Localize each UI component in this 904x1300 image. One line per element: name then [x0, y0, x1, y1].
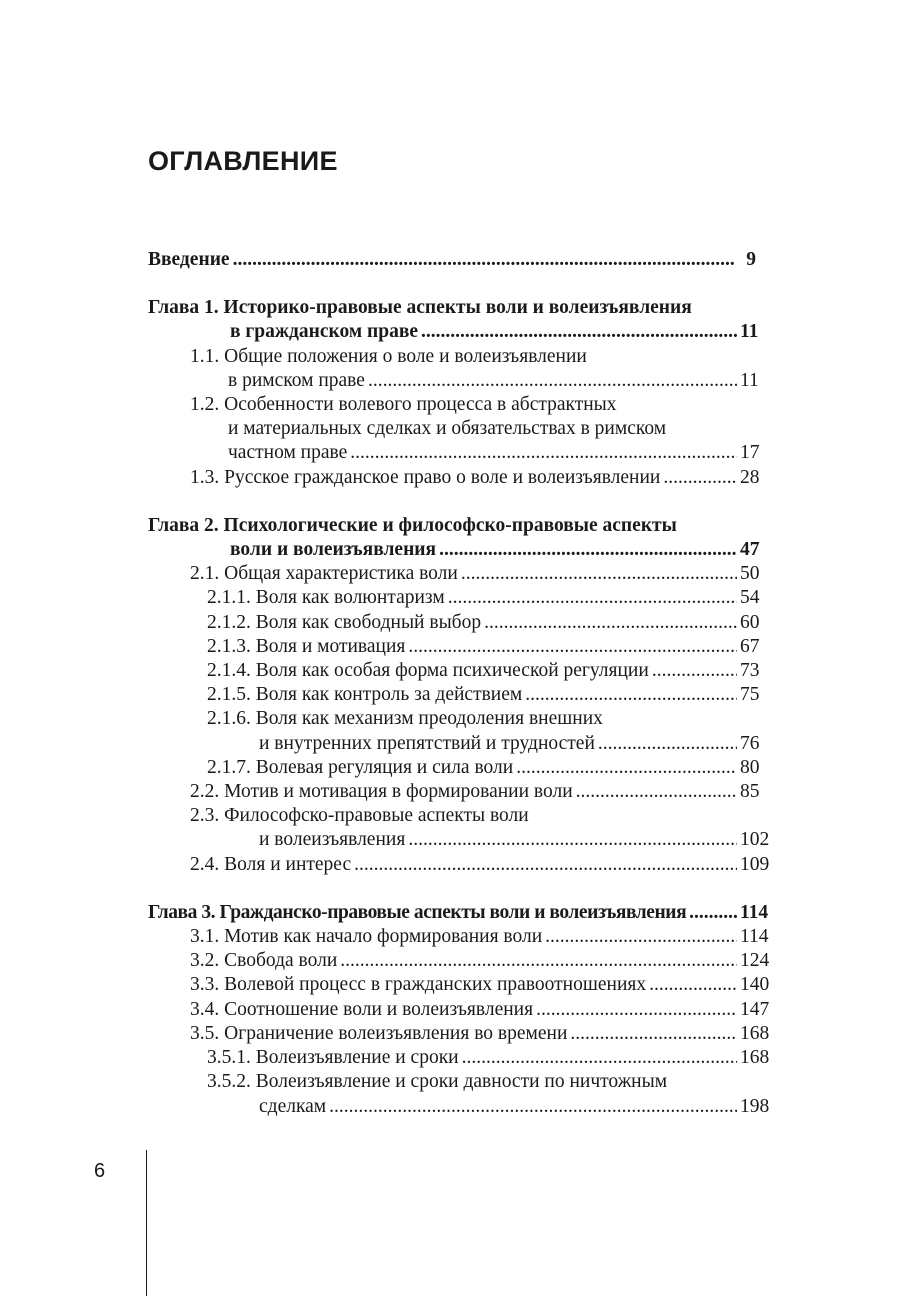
toc-entry-label: 3.5. Ограничение волеизъявления во времени: [190, 1022, 568, 1044]
leader-dots: [652, 659, 737, 683]
toc-entry-label: 2.1.7. Волевая регуляция и сила воли: [207, 756, 514, 778]
toc-section-3-1[interactable]: [148, 925, 769, 949]
toc-section-2-2[interactable]: [148, 780, 758, 804]
toc-section-2-1-2[interactable]: [148, 611, 758, 635]
toc-entry-label: воли и волеизъявления: [230, 539, 437, 561]
toc-entry-label: 2.1.3. Воля и мотивация: [207, 635, 406, 657]
toc-page-number: 28: [740, 466, 760, 488]
toc-entry-label: в римском праве: [228, 369, 365, 391]
toc-entry-label: 2.1.4. Воля как особая форма психической регуляции: [207, 660, 649, 682]
toc-page-number: 140: [740, 974, 770, 996]
toc-entry-label: 2.1.2. Воля как свободный выбор: [207, 611, 482, 633]
toc-entry-label: 1.3. Русское гражданское право о воле и волеизъявлении: [190, 466, 661, 488]
leader-dots: [421, 320, 737, 344]
toc-entry-label: 2.2. Мотив и мотивация в формировании воли: [190, 781, 573, 803]
toc-chapter-3[interactable]: [148, 901, 769, 925]
toc-entry-label: 3.2. Свобода воли: [190, 950, 338, 972]
toc-section-2-3[interactable]: [148, 828, 770, 852]
toc-section-2-1-3[interactable]: [148, 635, 758, 659]
toc-chapter-1-line1[interactable]: Глава 1. Историко-правовые аспекты воли и волеизъявления: [148, 297, 692, 319]
leader-dots: [689, 901, 737, 925]
toc-entry-label: 3.3. Волевой процесс в гражданских правоотношениях: [190, 974, 647, 996]
leader-dots: [545, 925, 737, 949]
toc-entry-label: 2.1.5. Воля как контроль за действием: [207, 684, 523, 706]
margin-rule: [146, 1150, 147, 1296]
toc-section-1-1[interactable]: [148, 369, 758, 393]
toc-page-number: 11: [740, 369, 759, 391]
toc-section-2-1[interactable]: [148, 562, 758, 586]
toc-page-number: 147: [740, 998, 770, 1020]
leader-dots: [408, 635, 737, 659]
page-title: ОГЛАВЛЕНИЕ: [148, 146, 338, 176]
leader-dots: [448, 586, 737, 610]
toc-entry-label: и волеизъявления: [259, 829, 406, 851]
toc-page-number: 114: [740, 926, 769, 948]
toc-page-number: 17: [740, 442, 760, 464]
toc-page-number: 76: [740, 732, 760, 754]
toc-section-1-1-line1[interactable]: 1.1. Общие положения о воле и волеизъявлении: [190, 345, 587, 367]
leader-dots: [350, 441, 737, 465]
toc-chapter-1[interactable]: [148, 320, 758, 344]
leader-dots: [536, 998, 737, 1022]
toc-page-number: 168: [740, 1047, 770, 1069]
leader-dots: [570, 1022, 737, 1046]
toc-page-number: 75: [740, 684, 760, 706]
toc-entry-label: 3.1. Мотив как начало формирования воли: [190, 926, 543, 948]
toc-entry-label: сделкам: [259, 1095, 327, 1117]
toc-page-number: 73: [740, 660, 760, 682]
toc-page-number: 54: [740, 587, 760, 609]
toc-page-number: 102: [740, 829, 770, 851]
toc-page-number: 60: [740, 611, 760, 633]
toc-page-number: 47: [740, 539, 760, 561]
leader-dots: [525, 683, 737, 707]
toc-page-number: 67: [740, 635, 760, 657]
leader-dots: [484, 611, 737, 635]
table-of-contents: [148, 248, 770, 1119]
leader-dots: [368, 369, 737, 393]
toc-page-number: 85: [740, 781, 760, 803]
toc-section-1-3[interactable]: [148, 466, 758, 490]
toc-section-2-1-1[interactable]: [148, 586, 758, 610]
toc-entry-label: Глава 3. Гражданско-правовые аспекты воли и волеизъявления: [148, 901, 687, 923]
toc-section-2-1-4[interactable]: [148, 659, 758, 683]
toc-chapter-2[interactable]: [148, 538, 758, 562]
toc-entry-label: 2.1.1. Воля как волюнтаризм: [207, 587, 445, 609]
leader-dots: [462, 1046, 737, 1070]
toc-section-2-4[interactable]: [148, 853, 770, 877]
leader-dots: [439, 538, 737, 562]
leader-dots: [408, 828, 737, 852]
toc-page-number: 109: [740, 853, 770, 875]
toc-section-1-2-line1[interactable]: 1.2. Особенности волевого процесса в абстрактных: [190, 394, 617, 416]
toc-entry-label: частном праве: [228, 442, 348, 464]
leader-dots: [516, 756, 737, 780]
toc-page-number: 11: [740, 321, 759, 343]
toc-section-2-1-6-line1[interactable]: 2.1.6. Воля как механизм преодоления внешних: [207, 708, 603, 730]
toc-page-number: 9: [746, 249, 756, 270]
page-number: 6: [94, 1160, 106, 1182]
toc-entry-label: 2.4. Воля и интерес: [190, 853, 352, 875]
leader-dots: [233, 248, 735, 272]
toc-section-2-1-5[interactable]: [148, 683, 758, 707]
toc-section-3-5-2[interactable]: [148, 1095, 770, 1119]
toc-section-2-1-7[interactable]: [148, 756, 758, 780]
toc-entry-label: Введение: [148, 249, 230, 270]
toc-entry-label: 2.1. Общая характеристика воли: [190, 563, 458, 585]
toc-entry-label: в гражданском праве: [230, 321, 419, 343]
leader-dots: [340, 949, 737, 973]
toc-section-3-2[interactable]: [148, 949, 770, 973]
toc-page-number: 168: [740, 1022, 770, 1044]
toc-section-1-2[interactable]: [148, 441, 758, 465]
toc-page-number: 124: [740, 950, 770, 972]
leader-dots: [663, 466, 737, 490]
toc-page-number: 80: [740, 756, 760, 778]
toc-section-2-1-6[interactable]: [148, 732, 758, 756]
leader-dots: [461, 562, 737, 586]
leader-dots: [649, 973, 737, 997]
toc-entry-intro[interactable]: [148, 248, 758, 272]
leader-dots: [329, 1095, 737, 1119]
toc-section-3-3[interactable]: [148, 973, 770, 997]
toc-page-number: 50: [740, 563, 760, 585]
leader-dots: [576, 780, 737, 804]
toc-section-3-5-1[interactable]: [148, 1046, 770, 1070]
leader-dots: [354, 853, 737, 877]
toc-section-3-5-2-line1[interactable]: 3.5.2. Волеизъявление и сроки давности по ничтожным: [207, 1071, 668, 1093]
toc-section-1-2-line2[interactable]: и материальных сделках и обязательствах в римском: [228, 418, 667, 440]
toc-section-3-5[interactable]: [148, 1022, 770, 1046]
toc-section-2-3-line1[interactable]: 2.3. Философско-правовые аспекты воли: [190, 805, 529, 827]
toc-chapter-2-line1[interactable]: Глава 2. Психологические и философско-правовые аспекты: [148, 514, 677, 536]
toc-entry-label: и внутренних препятствий и трудностей: [259, 732, 595, 754]
toc-page-number: 114: [740, 901, 769, 923]
toc-entry-label: 3.5.1. Волеизъявление и сроки: [207, 1047, 459, 1069]
toc-page-number: 198: [740, 1095, 770, 1117]
toc-section-3-4[interactable]: [148, 998, 770, 1022]
toc-entry-label: 3.4. Соотношение воли и волеизъявления: [190, 998, 534, 1020]
leader-dots: [598, 732, 737, 756]
